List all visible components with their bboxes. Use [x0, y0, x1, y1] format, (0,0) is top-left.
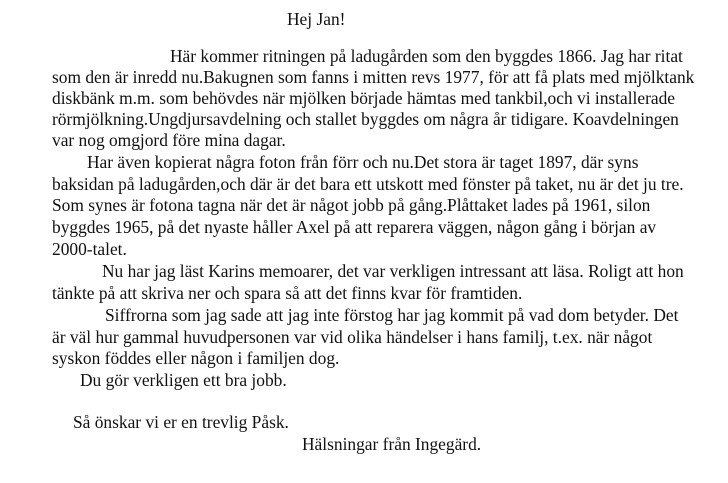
paragraph-1-line-4: rörmjölkning.Ungdjursavdelning och stallet byggdes om några år tidigare. Koavdelningen — [52, 109, 679, 129]
paragraph-5-line-1: Du gör verkligen ett bra jobb. — [80, 370, 287, 390]
paragraph-4-line-3: syskon föddes eller någon i familjen dog. — [52, 348, 340, 368]
paragraph-1-line-5: var nog omgjord före mina dagar. — [52, 130, 286, 150]
paragraph-2-line-3: Som synes är fotona tagna när det är något jobb på gång.Plåttaket lades på 1961, silon — [52, 195, 651, 215]
paragraph-2-line-5: 2000-talet. — [52, 239, 127, 259]
signature: Hälsningar från Ingegärd. — [302, 434, 482, 454]
paragraph-3-line-2: tänkte på att skriva ner och spara så att det finns kvar för framtiden. — [52, 283, 523, 303]
paragraph-1-line-2: som den är inredd nu.Bakugnen som fanns i mitten revs 1977, för att få plats med mjölktank — [52, 67, 695, 87]
paragraph-3-line-1: Nu har jag läst Karins memoarer, det var verkligen intressant att läsa. Roligt att hon — [102, 261, 684, 281]
paragraph-1-line-3: diskbänk m.m. som behövdes när mjölken började hämtas med tankbil,och vi installerade — [52, 88, 676, 108]
paragraph-2-line-2: baksidan på ladugården,och där är det bara ett utskott med fönster på taket, nu är det ju tre. — [52, 174, 684, 194]
paragraph-1-line-1: Här kommer ritningen på ladugården som den byggdes 1866. Jag har ritat — [170, 46, 683, 66]
closing-wish: Så önskar vi er en trevlig Påsk. — [73, 412, 289, 432]
paragraph-2-line-4: byggdes 1965, på det nyaste håller Axel på att reparera väggen, någon gång i början av — [52, 217, 657, 237]
paragraph-4-line-1: Siffrorna som jag sade att jag inte förstog har jag kommit på vad dom betyder. Det — [105, 305, 679, 325]
paragraph-2-line-1: Har även kopierat några foton från förr och nu.Det stora är taget 1897, där syns — [87, 152, 639, 172]
greeting: Hej Jan! — [287, 9, 346, 29]
paragraph-4-line-2: är väl hur gammal huvudpersonen var vid olika händelser i hans familj, t.ex. när något — [52, 327, 653, 347]
